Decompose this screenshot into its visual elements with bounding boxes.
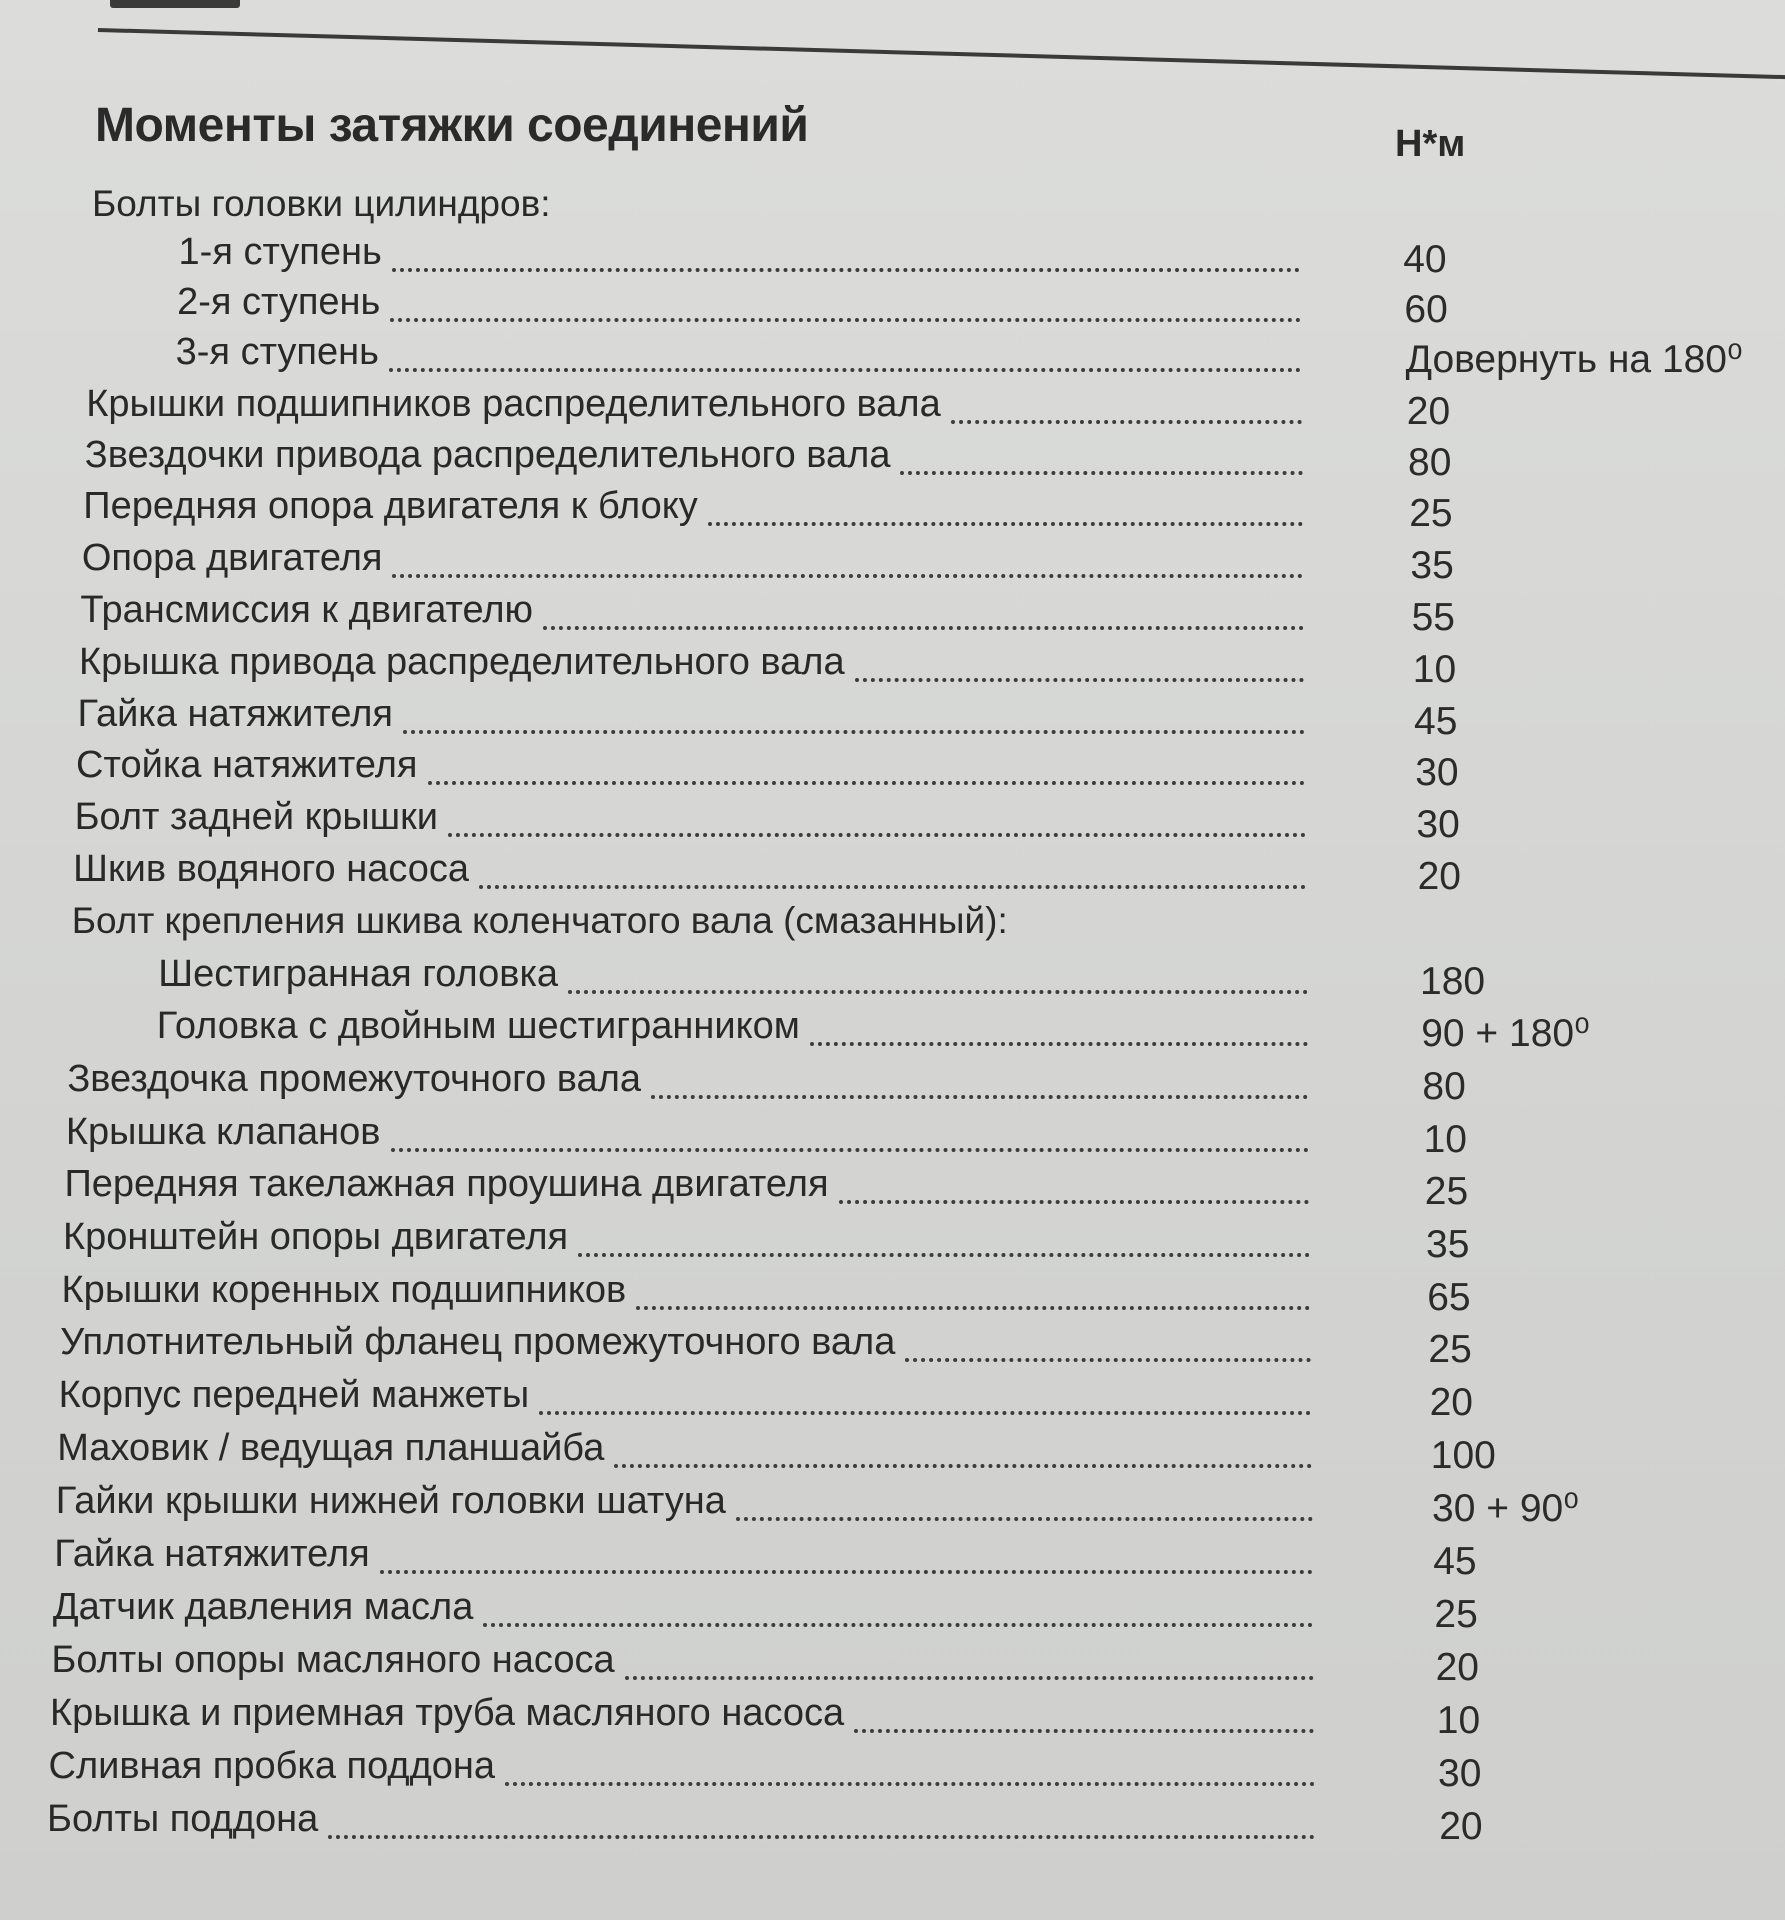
top-divider [98, 28, 1785, 79]
row-label: Болты поддона [47, 1798, 319, 1840]
row-label: Крышка клапанов [65, 1111, 381, 1153]
dot-leader [391, 1148, 1309, 1152]
torque-row [0, 1583, 1785, 1635]
row-label: Звездочки привода распределительного вала [84, 434, 891, 476]
torque-row [0, 638, 1785, 690]
row-label: Болты опоры масляного насоса [51, 1639, 615, 1681]
dot-leader [905, 1358, 1311, 1362]
row-label: 1-я ступень [178, 231, 382, 273]
group-heading [0, 897, 1785, 949]
dot-leader [614, 1464, 1312, 1468]
torque-value: 25 [1428, 1328, 1472, 1371]
dot-leader [380, 1570, 1313, 1574]
row-label: Головка с двойным шестигранником [156, 1005, 800, 1047]
torque-value: 45 [1414, 700, 1458, 743]
torque-row [0, 1371, 1785, 1423]
dot-leader [390, 318, 1301, 322]
torque-row [0, 690, 1785, 742]
torque-value: 40 [1403, 238, 1447, 281]
dot-leader [839, 1200, 1310, 1204]
torque-value: 20 [1429, 1381, 1473, 1424]
dot-leader [855, 678, 1305, 682]
torque-value: 25 [1424, 1170, 1469, 1213]
torque-value: 180 [1420, 960, 1486, 1003]
dot-leader [428, 781, 1306, 785]
row-label: Звездочка промежуточного вала [67, 1058, 641, 1100]
torque-value: 20 [1417, 855, 1461, 898]
row-label: Передняя опора двигателя к блоку [83, 485, 698, 527]
row-label: Гайки крышки нижней головки шатуна [55, 1480, 726, 1522]
dot-leader [810, 1042, 1308, 1046]
torque-value: Довернуть на 180⁰ [1405, 338, 1743, 381]
torque-row [0, 950, 1785, 1002]
dot-leader [636, 1306, 1310, 1310]
dot-leader [505, 1782, 1315, 1786]
page-title: Моменты затяжки соединений [95, 99, 809, 152]
row-label: Трансмиссия к двигателю [80, 589, 534, 631]
torque-value: 100 [1430, 1434, 1496, 1477]
torque-row [0, 228, 1785, 280]
torque-row [0, 534, 1785, 586]
torque-value: 20 [1406, 390, 1451, 433]
torque-value: 30 + 90⁰ [1432, 1487, 1579, 1530]
dot-leader [392, 574, 1303, 578]
row-label: Маховик / ведущая планшайба [57, 1427, 605, 1469]
dot-leader [951, 420, 1302, 424]
dot-leader [479, 885, 1306, 889]
torque-row [0, 1530, 1785, 1582]
torque-row [0, 845, 1785, 897]
row-label: Гайка натяжителя [77, 693, 393, 735]
torque-value: 80 [1408, 441, 1452, 484]
previous-heading-fragment [110, 0, 240, 8]
dot-leader [543, 626, 1304, 630]
row-label: Крышки коренных подшипников [61, 1269, 627, 1311]
row-label: 3-я ступень [175, 331, 379, 373]
torque-value: 25 [1434, 1593, 1478, 1636]
group-heading [0, 180, 1785, 232]
torque-value: 30 [1416, 803, 1460, 846]
row-label: Сливная пробка поддона [48, 1745, 496, 1787]
row-label: Датчик давления масла [52, 1586, 474, 1628]
torque-row [0, 1266, 1785, 1318]
torque-row [0, 1424, 1785, 1476]
dot-leader [578, 1253, 1310, 1257]
torque-row [0, 1742, 1785, 1794]
torque-value: 55 [1411, 596, 1455, 639]
torque-row [0, 793, 1785, 845]
row-label: Шестигранная головка [158, 953, 559, 995]
torque-value: 65 [1427, 1276, 1471, 1319]
torque-row [0, 1795, 1785, 1847]
row-label: Болты головки цилиндров: [92, 183, 551, 224]
torque-row [0, 1477, 1785, 1529]
torque-row [0, 1055, 1785, 1107]
dot-leader [900, 471, 1302, 475]
torque-row [0, 278, 1785, 330]
torque-row [0, 482, 1785, 534]
row-label: 2-я ступень [177, 281, 381, 323]
torque-value: 30 [1415, 751, 1459, 794]
torque-value: 30 [1438, 1752, 1482, 1795]
row-label: Корпус передней манжеты [58, 1374, 530, 1416]
dot-leader [708, 522, 1303, 526]
row-label: Опора двигателя [81, 537, 383, 579]
torque-value: 80 [1422, 1065, 1466, 1108]
dot-leader [483, 1623, 1313, 1627]
torque-value: 45 [1433, 1540, 1477, 1583]
row-label: Крышка и приемная труба масляного насоса [49, 1692, 845, 1734]
row-label: Крышка привода распределительного вала [78, 641, 845, 683]
torque-row [0, 380, 1785, 432]
torque-row [0, 328, 1785, 380]
row-label: Крышки подшипников распределительного вала [86, 383, 941, 425]
dot-leader [625, 1676, 1314, 1680]
row-label: Шкив водяного насоса [73, 848, 470, 890]
row-label: Болт задней крышки [74, 796, 439, 838]
dot-leader [392, 268, 1301, 272]
torque-row [0, 431, 1785, 483]
dot-leader [389, 368, 1302, 372]
torque-value: 60 [1404, 288, 1448, 331]
row-label: Кронштейн опоры двигателя [63, 1216, 569, 1258]
dot-leader [328, 1835, 1315, 1839]
torque-value: 90 + 180⁰ [1421, 1012, 1590, 1055]
row-label: Болт крепления шкива коленчатого вала (смазанный): [71, 900, 1008, 941]
torque-value: 35 [1426, 1223, 1470, 1266]
dot-leader [448, 833, 1306, 837]
torque-value: 10 [1412, 648, 1457, 691]
torque-value: 35 [1410, 544, 1454, 587]
torque-value: 20 [1435, 1646, 1479, 1689]
torque-value: 20 [1439, 1805, 1483, 1848]
torque-row [0, 1108, 1785, 1160]
torque-row [0, 1318, 1785, 1370]
torque-row [0, 1636, 1785, 1688]
dot-leader [854, 1729, 1314, 1733]
torque-value: 25 [1409, 492, 1453, 535]
dot-leader [651, 1095, 1308, 1099]
dot-leader [736, 1517, 1313, 1521]
unit-header: Н*м [1395, 123, 1466, 165]
torque-row [0, 1002, 1785, 1054]
torque-value: 10 [1423, 1118, 1467, 1161]
torque-row [0, 586, 1785, 638]
row-label: Стойка натяжителя [76, 744, 418, 786]
row-label: Гайка натяжителя [54, 1533, 370, 1575]
torque-row [0, 1213, 1785, 1265]
torque-value: 10 [1436, 1699, 1481, 1742]
torque-row [0, 741, 1785, 793]
torque-row [0, 1689, 1785, 1741]
torque-row [0, 1160, 1785, 1212]
dot-leader [568, 990, 1307, 994]
dot-leader [403, 730, 1305, 734]
row-label: Передняя такелажная проушина двигателя [64, 1163, 829, 1205]
row-label: Уплотнительный фланец промежуточного вала [60, 1321, 896, 1363]
dot-leader [539, 1411, 1311, 1415]
